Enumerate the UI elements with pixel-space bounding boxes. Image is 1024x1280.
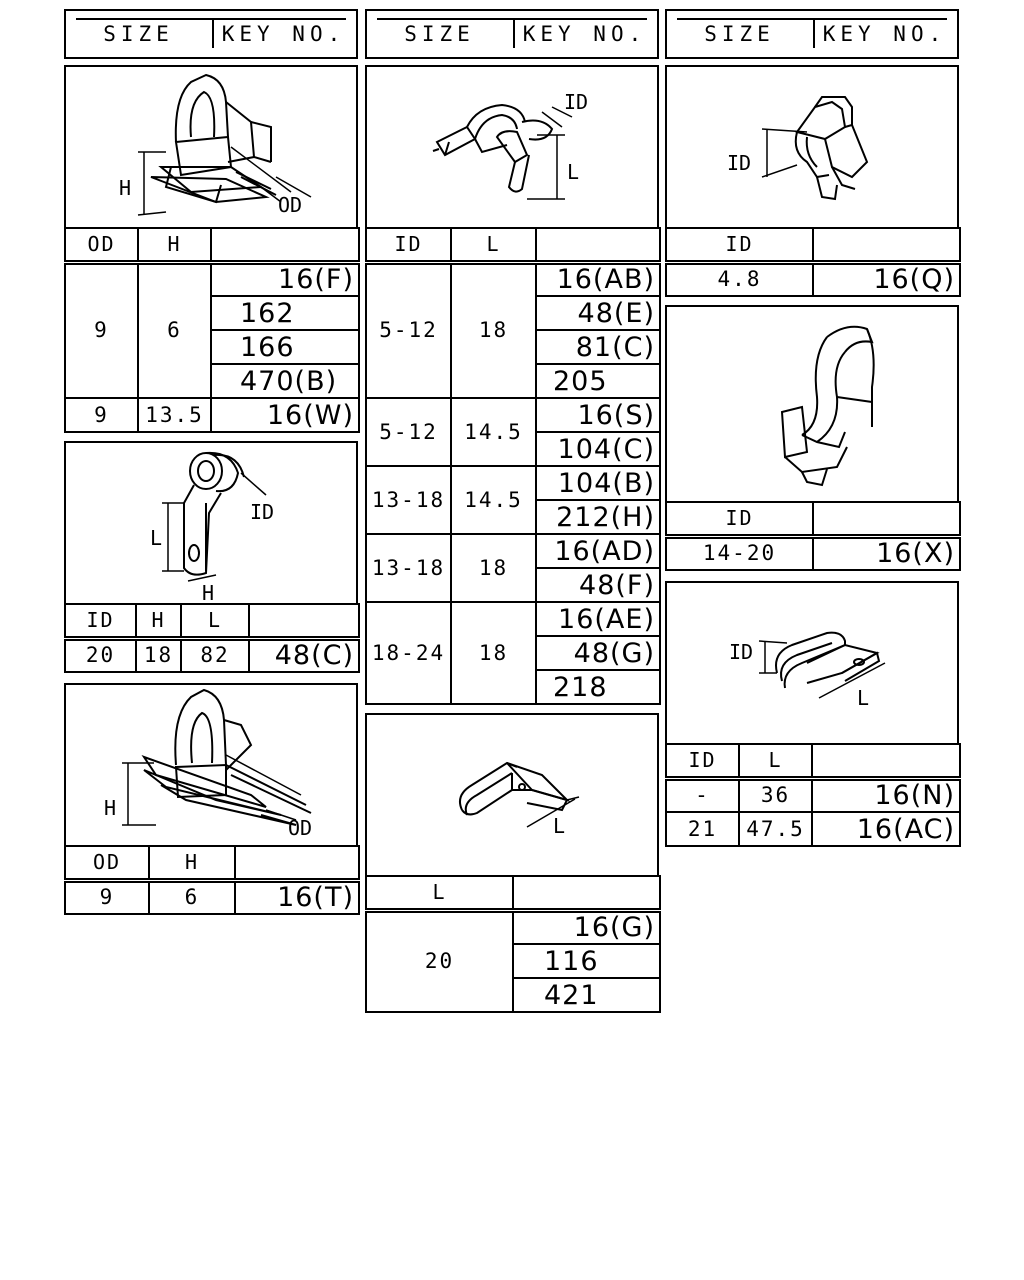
strap-clip-drawing bbox=[667, 583, 957, 743]
col-header-od: OD bbox=[65, 228, 138, 262]
col-header-key bbox=[813, 502, 960, 536]
cell-id: - bbox=[666, 778, 739, 812]
dim-label-l: L bbox=[567, 160, 580, 184]
cell-od: 9 bbox=[65, 398, 138, 432]
table-clip-id bbox=[665, 227, 961, 297]
key-number: 48(F) bbox=[536, 568, 660, 602]
col-header-id: ID bbox=[666, 744, 739, 778]
hose-clip-drawing bbox=[367, 67, 657, 227]
key-number: 104(B) bbox=[536, 466, 660, 500]
dim-label-od: OD bbox=[288, 816, 313, 840]
col-header-key bbox=[249, 604, 359, 638]
dim-label-h: H bbox=[202, 581, 215, 603]
key-header-label: KEY NO. bbox=[522, 22, 647, 46]
size-header-label: SIZE bbox=[103, 22, 174, 46]
cell-l: 18 bbox=[451, 262, 536, 398]
header-col1 bbox=[64, 9, 358, 59]
panel-clip-id-h-l bbox=[64, 441, 358, 605]
panel-clip-id-l bbox=[365, 65, 659, 229]
dim-label-id: ID bbox=[727, 151, 752, 175]
key-number: 218 bbox=[536, 670, 660, 704]
key-number: 166 bbox=[211, 330, 359, 364]
size-header-label: SIZE bbox=[704, 22, 775, 46]
panel-clip-od-h-2 bbox=[64, 683, 358, 847]
pipe-clamp-drawing bbox=[667, 307, 957, 501]
table-tab-l bbox=[365, 875, 661, 1013]
col-header-id: ID bbox=[65, 604, 136, 638]
col-header-l: L bbox=[366, 876, 513, 910]
cell-l: 14.5 bbox=[451, 466, 536, 534]
cell-l: 47.5 bbox=[739, 812, 812, 846]
cell-l: 18 bbox=[451, 602, 536, 704]
col-header-id: ID bbox=[666, 502, 813, 536]
key-number: 48(G) bbox=[536, 636, 660, 670]
tab-drawing bbox=[367, 715, 657, 875]
key-number: 16(T) bbox=[235, 880, 359, 914]
key-number: 16(AB) bbox=[536, 262, 660, 296]
cell-h: 6 bbox=[138, 262, 211, 398]
dim-label-od: OD bbox=[278, 193, 303, 217]
dim-label-h: H bbox=[119, 176, 132, 200]
dim-label-id: ID bbox=[250, 500, 275, 524]
key-number: 48(E) bbox=[536, 296, 660, 330]
size-header-label: SIZE bbox=[404, 22, 475, 46]
clip-drawing bbox=[667, 67, 957, 227]
col-header-l: L bbox=[181, 604, 249, 638]
dim-label-l: L bbox=[553, 814, 566, 838]
key-number: 16(AC) bbox=[812, 812, 960, 846]
cell-id: 13-18 bbox=[366, 466, 451, 534]
col-header-h: H bbox=[138, 228, 211, 262]
key-number: 16(S) bbox=[536, 398, 660, 432]
key-number: 205 bbox=[536, 364, 660, 398]
dim-label-id: ID bbox=[564, 90, 589, 114]
key-header-label: KEY NO. bbox=[822, 22, 947, 46]
col-header-h: H bbox=[136, 604, 181, 638]
key-number: 470(B) bbox=[211, 364, 359, 398]
key-number: 48(C) bbox=[249, 638, 359, 672]
col-header-od: OD bbox=[65, 846, 149, 880]
col-header-id: ID bbox=[666, 228, 813, 262]
cell-id: 21 bbox=[666, 812, 739, 846]
dim-label-h: H bbox=[104, 796, 117, 820]
dim-label-l: L bbox=[857, 686, 870, 710]
cell-id: 5-12 bbox=[366, 262, 451, 398]
cell-l: 36 bbox=[739, 778, 812, 812]
clip-drawing bbox=[66, 67, 356, 227]
dim-label-id: ID bbox=[729, 640, 754, 664]
header-rule bbox=[377, 18, 647, 20]
header-rule bbox=[76, 18, 346, 20]
cell-od: 9 bbox=[65, 262, 138, 398]
key-number: 16(AD) bbox=[536, 534, 660, 568]
key-number: 16(AE) bbox=[536, 602, 660, 636]
col-header-l: L bbox=[451, 228, 536, 262]
key-number: 212(H) bbox=[536, 500, 660, 534]
cell-l: 18 bbox=[451, 534, 536, 602]
cell-id: 4.8 bbox=[666, 262, 813, 296]
table-pipe-clamp bbox=[665, 501, 961, 571]
cell-l: 14.5 bbox=[451, 398, 536, 466]
col-header-key bbox=[513, 876, 660, 910]
panel-clip-od-h bbox=[64, 65, 358, 229]
table-clip-od-h-2 bbox=[64, 845, 360, 915]
cell-h: 6 bbox=[149, 880, 235, 914]
key-number: 162 bbox=[211, 296, 359, 330]
col-header-h: H bbox=[149, 846, 235, 880]
dim-label-l: L bbox=[150, 526, 163, 550]
key-number: 81(C) bbox=[536, 330, 660, 364]
col-header-key bbox=[812, 744, 960, 778]
col-header-id: ID bbox=[366, 228, 451, 262]
key-number: 104(C) bbox=[536, 432, 660, 466]
cell-h: 13.5 bbox=[138, 398, 211, 432]
col-header-l: L bbox=[739, 744, 812, 778]
key-number: 16(Q) bbox=[813, 262, 960, 296]
key-number: 16(W) bbox=[211, 398, 359, 432]
cell-id: 20 bbox=[65, 638, 136, 672]
cell-l: 82 bbox=[181, 638, 249, 672]
col-header-key bbox=[813, 228, 960, 262]
key-number: 116 bbox=[513, 944, 660, 978]
key-number: 16(G) bbox=[513, 910, 660, 944]
clip-drawing bbox=[66, 685, 356, 845]
panel-clip-id bbox=[665, 65, 959, 229]
cell-id: 13-18 bbox=[366, 534, 451, 602]
key-number: 16(X) bbox=[813, 536, 960, 570]
key-number: 16(F) bbox=[211, 262, 359, 296]
table-strap-clip bbox=[665, 743, 961, 847]
col-header-key bbox=[211, 228, 359, 262]
ring-clip-drawing bbox=[66, 443, 356, 603]
cell-id: 5-12 bbox=[366, 398, 451, 466]
cell-h: 18 bbox=[136, 638, 181, 672]
panel-pipe-clamp bbox=[665, 305, 959, 503]
cell-od: 9 bbox=[65, 880, 149, 914]
key-number: 421 bbox=[513, 978, 660, 1012]
table-clip-od-h bbox=[64, 227, 360, 433]
panel-tab-l bbox=[365, 713, 659, 877]
table-clip-id-l bbox=[365, 227, 661, 705]
panel-strap-clip bbox=[665, 581, 959, 745]
key-header-label: KEY NO. bbox=[221, 22, 346, 46]
cell-id: 14-20 bbox=[666, 536, 813, 570]
col-header-key bbox=[235, 846, 359, 880]
header-rule bbox=[677, 18, 947, 20]
table-clip-id-h-l bbox=[64, 603, 360, 673]
col-header-key bbox=[536, 228, 660, 262]
header-col2 bbox=[365, 9, 659, 59]
key-number: 16(N) bbox=[812, 778, 960, 812]
header-col3 bbox=[665, 9, 959, 59]
cell-l: 20 bbox=[366, 910, 513, 1012]
cell-id: 18-24 bbox=[366, 602, 451, 704]
